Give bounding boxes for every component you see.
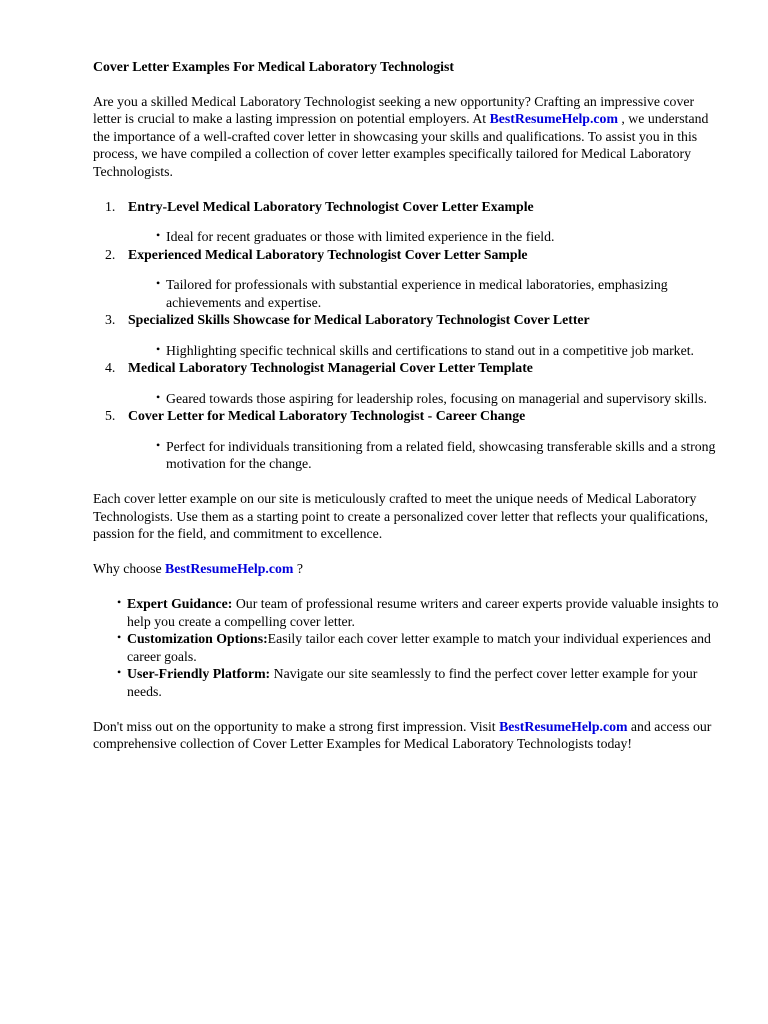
- list-sub-bullet: [128, 438, 725, 473]
- list-item: [93, 407, 725, 473]
- bullet-icon: •: [156, 228, 161, 242]
- feature-item: [93, 595, 725, 630]
- bestresumehelp-link[interactable]: BestResumeHelp.com: [489, 111, 618, 126]
- bullet-text: Perfect for individuals transitioning from a related field, showcasing transferable skills and a strong motivation for the change.: [166, 438, 716, 471]
- document-page: [93, 58, 725, 770]
- feature-label: User-Friendly Platform:: [127, 666, 271, 681]
- bullet-text: Highlighting specific technical skills and certifications to stand out in a competitive job market.: [166, 342, 694, 358]
- bullet-icon: •: [117, 665, 122, 679]
- bullet-text: Geared towards those aspiring for leadership roles, focusing on managerial and supervisory skills.: [166, 390, 708, 406]
- features-list: [93, 595, 725, 700]
- feature-item: [93, 665, 725, 700]
- list-item-number: 5.: [105, 408, 116, 423]
- feature-label: Customization Options:: [127, 631, 268, 646]
- feature-text: Easily tailor each cover letter example to match your individual experiences and career goals.: [127, 631, 711, 664]
- bullet-icon: •: [117, 630, 122, 644]
- list-item: [93, 246, 725, 312]
- list-sub-bullet: [128, 228, 725, 246]
- feature-item: [93, 630, 725, 665]
- bullet-icon: •: [156, 341, 161, 356]
- bullet-text: Ideal for recent graduates or those with limited experience in the field.: [166, 229, 555, 244]
- paragraph-text: Why choose: [93, 561, 166, 576]
- list-item-number: 4.: [105, 360, 116, 375]
- feature-label: Expert Guidance:: [127, 596, 233, 611]
- closing-paragraph: [93, 718, 725, 753]
- list-item: [93, 311, 725, 359]
- feature-text: Our team of professional resume writers and career experts provide valuable insights to help you create a compelling cover letter.: [127, 596, 719, 629]
- intro-paragraph: [93, 93, 725, 181]
- list-item-heading: Entry-Level Medical Laboratory Technologist Cover Letter Example: [128, 198, 534, 214]
- bullet-icon: •: [156, 389, 161, 404]
- list-item-number: 2.: [105, 246, 116, 262]
- paragraph-text: , we understand the importance of a well-crafted cover letter in showcasing your skills and qualifications. To assist you in this process, we have compiled a collection of cover letter examples specifically tailored for Medical Laboratory Technologists.: [93, 111, 709, 179]
- cover-letter-examples-list: [93, 198, 725, 473]
- list-sub-bullet: [128, 342, 725, 360]
- list-item-heading: Cover Letter for Medical Laboratory Technologist - Career Change: [128, 408, 526, 423]
- bullet-icon: •: [156, 276, 161, 290]
- list-item-heading: Specialized Skills Showcase for Medical Laboratory Technologist Cover Letter: [128, 312, 590, 327]
- bullet-text: Tailored for professionals with substantial experience in medical laboratories, emphasizing achievements and expertise.: [166, 277, 668, 310]
- paragraph-text: ?: [293, 561, 303, 576]
- list-sub-bullet: [128, 390, 725, 408]
- bestresumehelp-link[interactable]: BestResumeHelp.com: [499, 718, 628, 734]
- list-sub-bullet: [128, 276, 725, 311]
- bullet-icon: •: [117, 595, 122, 609]
- page-title: Cover Letter Examples For Medical Laboratory Technologist: [93, 59, 454, 74]
- list-item-heading: Medical Laboratory Technologist Managerial Cover Letter Template: [128, 360, 533, 375]
- why-choose-line: [93, 560, 725, 578]
- list-item-heading: Experienced Medical Laboratory Technologist Cover Letter Sample: [128, 246, 528, 262]
- paragraph-text: and access our comprehensive collection of Cover Letter Examples for Medical Laboratory Technologists today!: [93, 718, 712, 751]
- bestresumehelp-link[interactable]: BestResumeHelp.com: [165, 561, 294, 576]
- list-item: [93, 359, 725, 407]
- list-item-number: 3.: [105, 312, 116, 327]
- list-item: [93, 198, 725, 246]
- list-item-number: 1.: [105, 198, 116, 214]
- bullet-icon: •: [156, 437, 161, 452]
- feature-text: Navigate our site seamlessly to find the perfect cover letter example for your needs.: [127, 666, 698, 699]
- mid-paragraph: Each cover letter example on our site is meticulously crafted to meet the unique needs of Medical Laboratory Technologists. Use them as a starting point to create a personalized cover letter that reflects your qualifications, passion for the field, and commitment to excellence.: [93, 491, 709, 541]
- paragraph-text: Are you a skilled Medical Laboratory Technologist seeking a new opportunity? Crafting an impressive cover letter is crucial to make a lasting impression on potential employers. At: [93, 93, 695, 126]
- paragraph-text: Don't miss out on the opportunity to make a strong first impression. Visit: [93, 718, 500, 734]
